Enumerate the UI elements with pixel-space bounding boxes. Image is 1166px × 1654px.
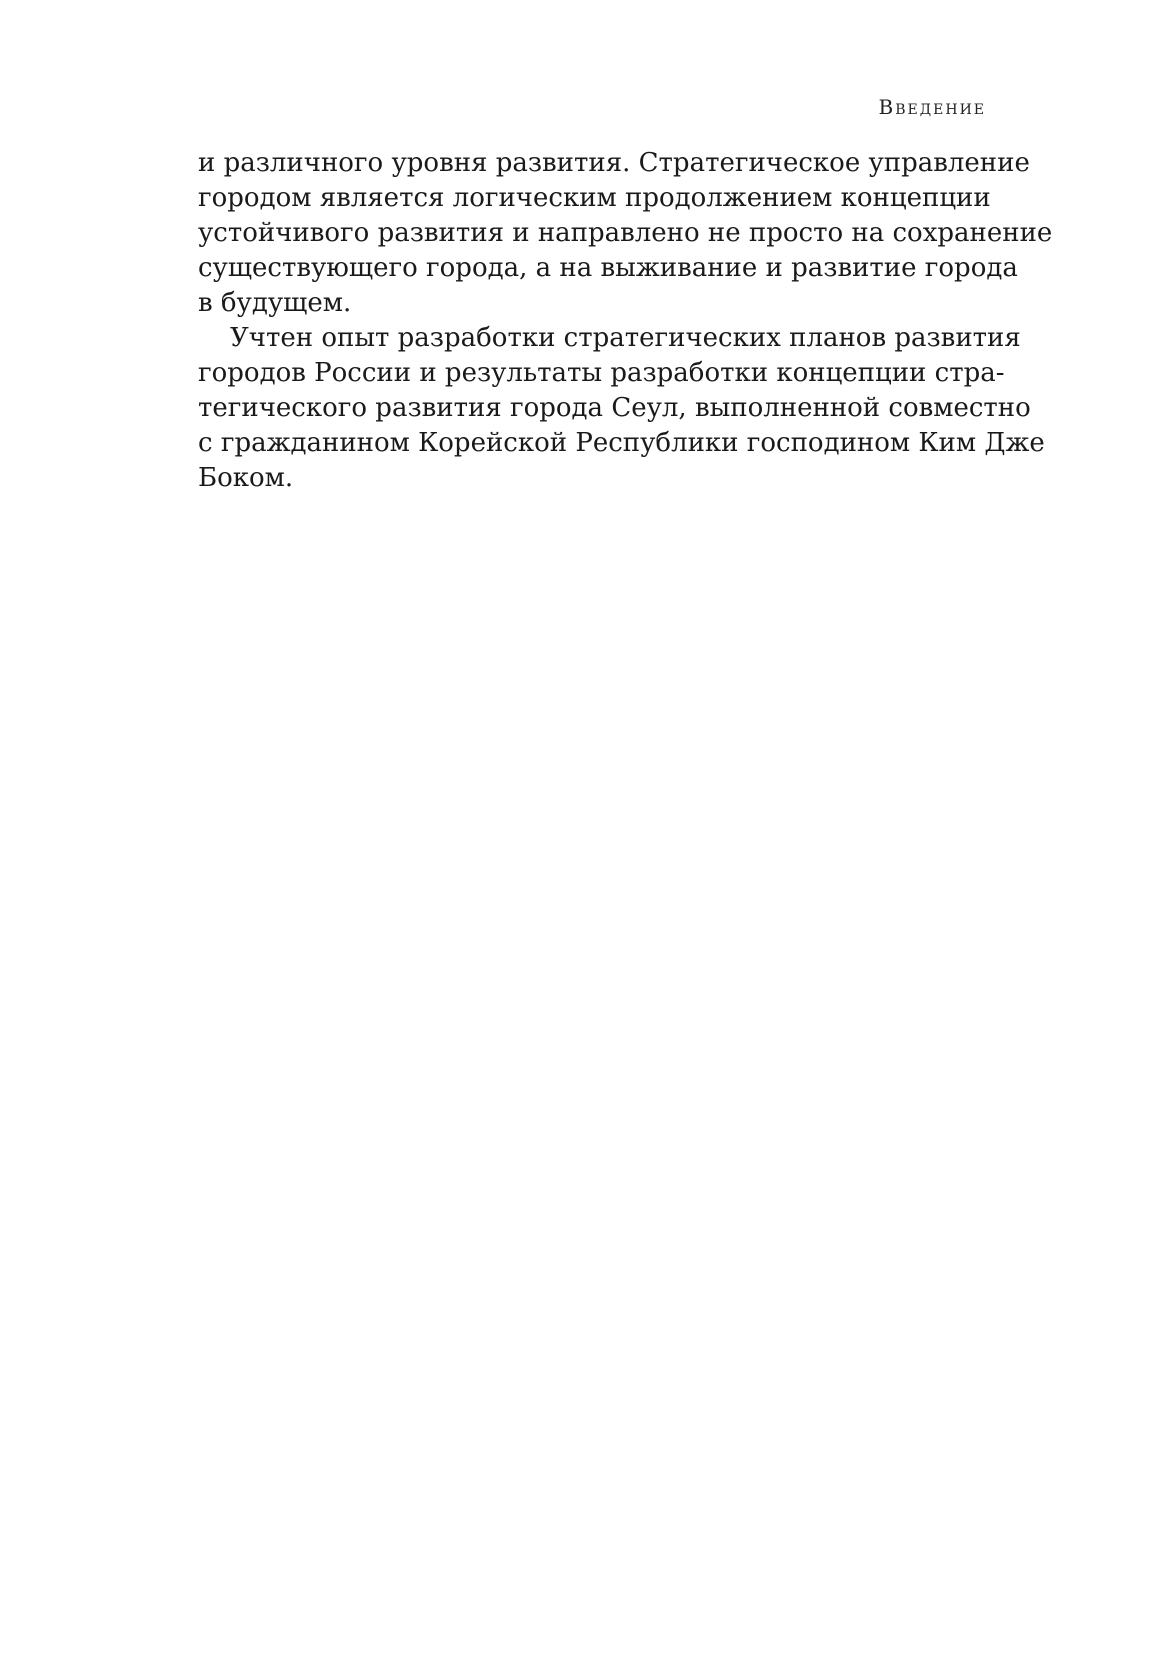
running-head: Введение (878, 95, 986, 119)
text-line: и различного уровня развития. Стратегическое управление (198, 148, 1030, 178)
text-line: в будущем. (198, 288, 352, 318)
text-line: с гражданином Корейской Республики господином Ким Дже (198, 428, 1045, 458)
text-line: Боком. (198, 463, 294, 493)
paragraph (198, 146, 1053, 321)
text-line: тегического развития города Сеул, выполненной совместно (198, 393, 1031, 423)
text-line: устойчивого развития и направлено не просто на сохранение (198, 218, 1053, 248)
body-text (198, 146, 1053, 496)
paragraph (198, 321, 1045, 496)
text-line: городов России и результаты разработки концепции стра- (198, 358, 1005, 388)
text-line: Учтен опыт разработки стратегических планов развития (230, 323, 1021, 353)
text-line: городом является логическим продолжением концепции (198, 183, 991, 213)
text-line: существующего города, а на выживание и развитие города (198, 253, 1018, 283)
